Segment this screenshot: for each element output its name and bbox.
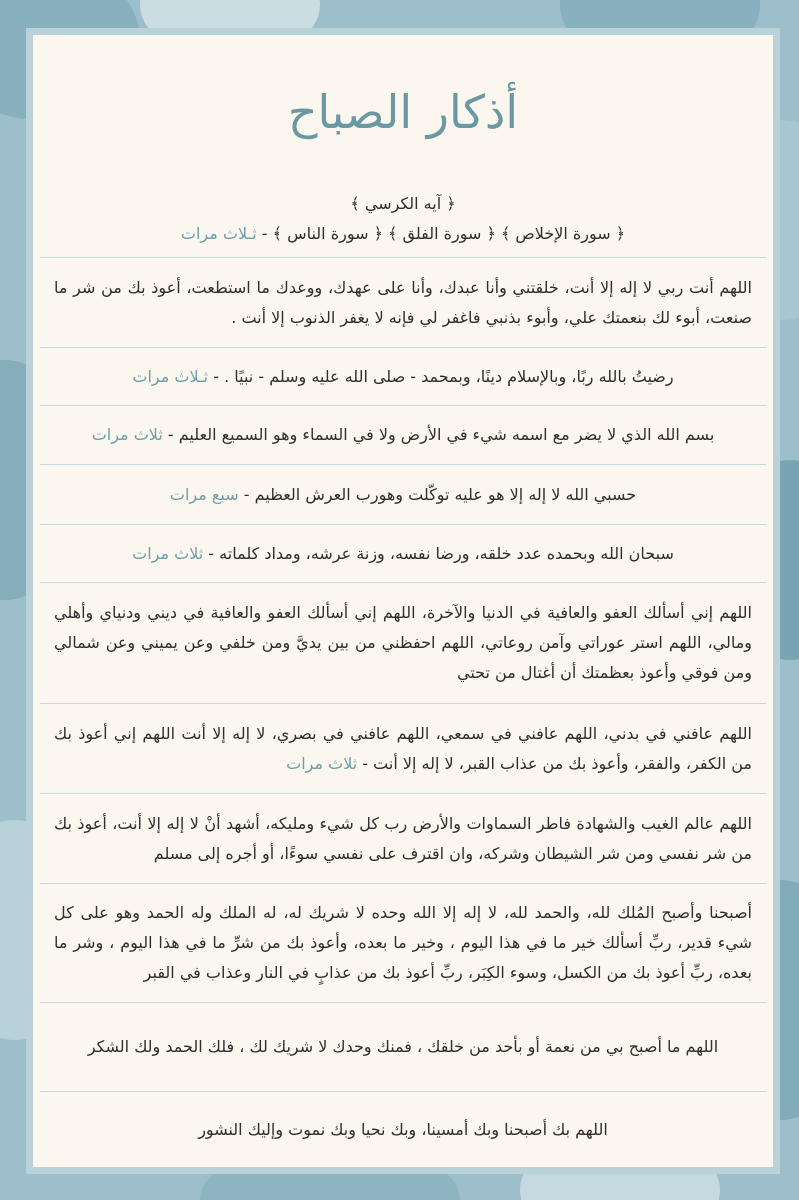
dhikr-section-5 (40, 464, 766, 524)
adhkar-card (26, 28, 780, 1174)
repeat-count: ثـلاث مرات (180, 224, 257, 243)
dhikr-section-1 (40, 175, 766, 263)
dhikr-text: اللهم عالم الغيب والشهادة فاطر السماوات والأرض رب كل شيء ومليكه، أشهد أنْ لا إله إلا أنت، أعوذ بك من شر نفسي ومن شر الشيطان وشركه، وان اقترف على نفسي سوءًا، أو أجره إلى مسلم (54, 813, 752, 863)
dhikr-text: رضيتُ بالله ربًا، وبالإسلام دينًا، وبمحمد - صلى الله عليه وسلم - نبيًا . - (208, 366, 674, 386)
dhikr-section-9 (40, 793, 766, 883)
dhikr-section-2 (40, 257, 766, 347)
dhikr-text: ﴿ سورة الإخلاص ﴾ ﴿ سورة الفلق ﴾ ﴿ سورة الناس ﴾ - (256, 224, 626, 243)
dhikr-text: اللهم أنت ربي لا إله إلا أنت، خلقتني وأنا عبدك، وأنا على عهدك، ووعدك ما استطعت، أعوذ بك من شر ما صنعت، أبوء لك بنعمتك علي، وأبوء بذنبي فاغفر لي فإنه لا يغفر الذنوب إلا أنت . (54, 277, 752, 327)
dhikr-text: اللهم إني أسألك العفو والعافية في الدنيا والآخرة، اللهم إني أسألك العفو والعافية في ديني ودنياي وأهلي ومالي، اللهم استر عوراتي وآمن روعاتي، اللهم احفظني من بين يديَّ ومن خلفي وعن يميني وعن شمالي ومن فوقي وأعوذ بعظمتك أن أغتال من تحتي (54, 603, 752, 682)
repeat-count: ثلاث مرات (286, 753, 358, 773)
dhikr-section-12 (40, 1091, 766, 1167)
page-title: أذكار الصباح (287, 85, 519, 139)
dhikr-section-3 (40, 347, 766, 405)
dhikr-text: اللهم ما أصبح بي من نعمة أو بأحد من خلقك ، فمنك وحدك لا شريك لك ، فلك الحمد ولك الشكر (87, 1037, 719, 1056)
dhikr-text: ﴿ آيه الكرسي ﴾ (350, 194, 456, 213)
dhikr-section-4 (40, 405, 766, 464)
dhikr-section-10 (40, 883, 766, 1002)
dhikr-text: بسم الله الذي لا يضر مع اسمه شيء في الأرض ولا في السماء وهو السميع العليم - (162, 425, 715, 444)
repeat-count: سبع مرات (169, 484, 239, 504)
dhikr-text: اللهم عافني في بدني، اللهم عافني في سمعي، اللهم عافني في بصري، لا إله إلا أنت اللهم إني أعوذ بك من الكفر، والفقر، وأعوذ بك من عذاب القبر، لا إله إلا أنت - (54, 723, 752, 773)
dhikr-text: سبحان الله وبحمده عدد خلقه، ورضا نفسه، وزنة عرشه، ومداد كلماته - (203, 543, 674, 563)
repeat-count: ثـلاث مرات (132, 366, 209, 386)
dhikr-text: حسبي الله لا إله إلا هو عليه توكّلت وهورب العرش العظيم - (238, 484, 637, 504)
dhikr-section-11 (40, 1002, 766, 1091)
dhikr-text: اللهم بك أصبحنا وبك أمسينا، وبك نحيا وبك نموت وإليك النشور (198, 1119, 608, 1139)
dhikr-section-6 (40, 524, 766, 582)
dhikr-section-8 (40, 703, 766, 793)
dhikr-section-7 (40, 582, 766, 703)
repeat-count: ثلاث مرات (91, 425, 163, 444)
dhikr-text: أصبحنا وأصبح المُلك لله، والحمد لله، لا إله إلا الله وحده لا شريك له، له الملك وله الحمد وهو على كل شيء قدير، ربِّ أسألك خير ما في هذا اليوم ، وخير ما بعده، وأعوذ بك من شرِّ ما في هذا اليوم ، وشر ما بعده، ربِّ أعوذ بك من الكسل، وسوء الكِبَر، ربِّ أعوذ بك من عذابٍ في النار وعذاب في القبر (54, 903, 752, 982)
repeat-count: ثلاث مرات (132, 543, 204, 563)
